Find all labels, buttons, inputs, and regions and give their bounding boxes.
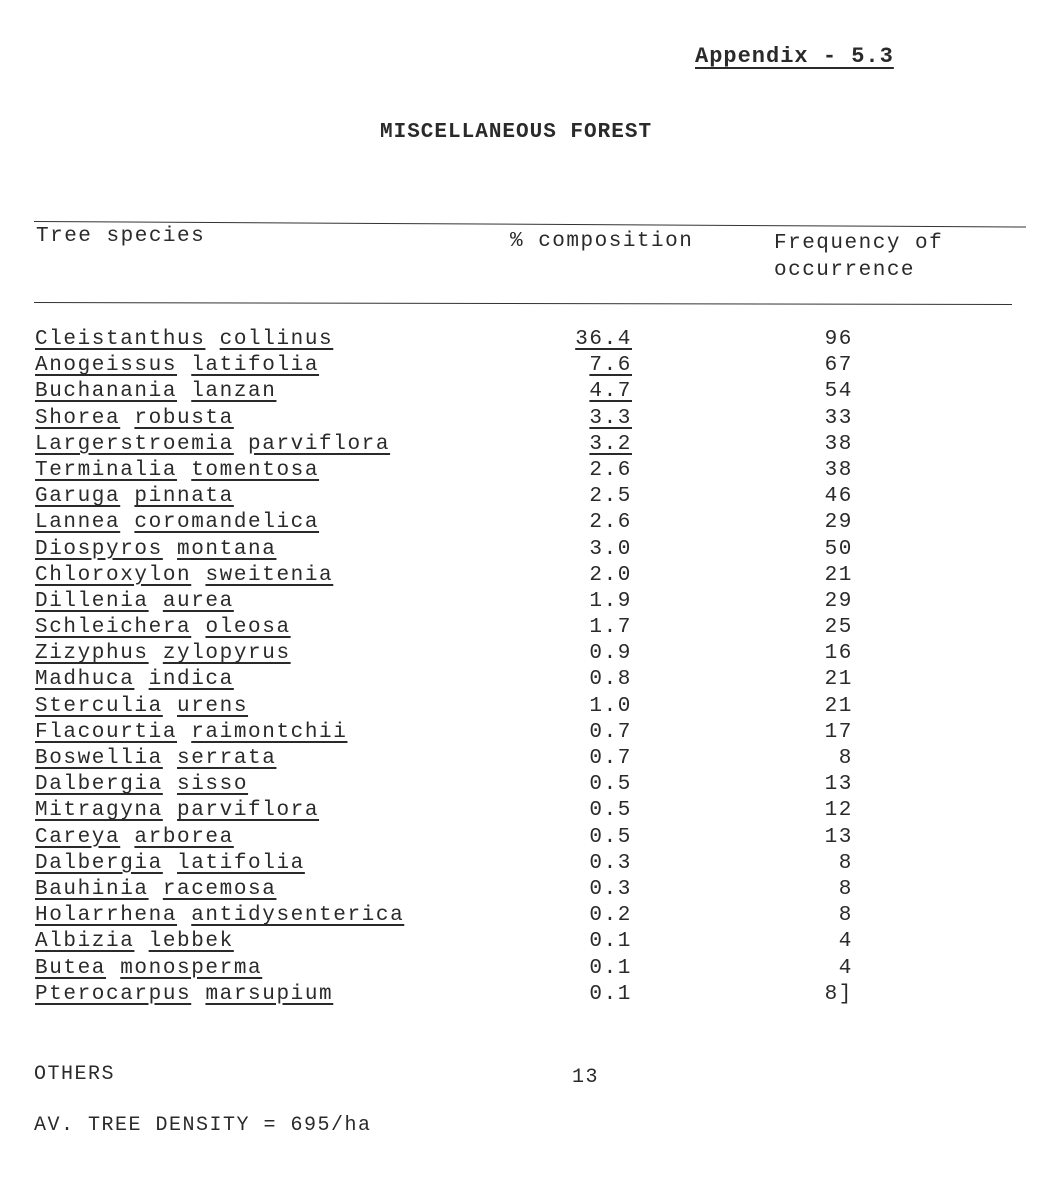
composition-value: 0.1 <box>589 982 632 1006</box>
frequency-value: 21 <box>824 563 853 587</box>
epithet: zylopyrus <box>162 642 291 666</box>
frequency-value: 12 <box>824 799 853 823</box>
species-name <box>35 983 333 1006</box>
column-header-species: Tree species <box>36 225 206 248</box>
table-row <box>0 459 1041 485</box>
composition-value: 3.2 <box>589 432 632 456</box>
species-name <box>35 799 319 822</box>
species-name <box>35 564 333 587</box>
genus: Albizia <box>35 930 135 954</box>
species-name <box>35 904 404 927</box>
composition-value: 3.0 <box>589 537 632 561</box>
composition-value: 0.9 <box>589 642 632 666</box>
composition-value: 4.7 <box>589 380 632 404</box>
genus: Cleistanthus <box>35 328 206 351</box>
frequency-value: 4 <box>838 930 853 954</box>
others-value: 13 <box>572 1066 600 1089</box>
genus: Boswellia <box>35 747 163 770</box>
species-name <box>35 380 276 403</box>
table-row <box>0 904 1041 930</box>
epithet: parviflora <box>177 799 320 823</box>
table-row <box>0 773 1041 799</box>
species-table <box>0 328 1041 1009</box>
species-name <box>35 826 234 849</box>
species-name <box>35 930 234 953</box>
frequency-value: 67 <box>824 354 853 378</box>
table-row <box>0 407 1041 433</box>
table-row <box>0 721 1041 747</box>
genus: Diospyros <box>35 537 163 561</box>
frequency-value: 8 <box>838 747 853 770</box>
species-name <box>35 407 234 430</box>
epithet: coromandelica <box>134 511 320 535</box>
table-row <box>0 668 1041 694</box>
epithet: robusta <box>134 406 234 430</box>
genus: Bauhinia <box>35 877 149 901</box>
epithet: pinnata <box>134 485 234 509</box>
table-row <box>0 328 1041 354</box>
epithet: antidysenterica <box>191 904 405 928</box>
species-name <box>35 433 390 456</box>
genus: Buchanania <box>35 380 178 404</box>
genus: Butea <box>35 956 107 980</box>
table-row <box>0 564 1041 590</box>
table-row <box>0 695 1041 721</box>
species-name <box>35 354 319 377</box>
genus: Madhuca <box>35 668 135 692</box>
composition-value: 1.7 <box>589 616 632 640</box>
composition-value: 0.8 <box>589 668 632 692</box>
epithet: aurea <box>162 589 234 613</box>
table-row <box>0 878 1041 904</box>
column-header-frequency-line2: occurrence <box>774 259 916 282</box>
species-name <box>35 538 276 561</box>
genus: Largerstroemia <box>35 432 234 456</box>
frequency-value: 54 <box>824 380 853 404</box>
genus: Chloroxylon <box>35 563 192 587</box>
table-row <box>0 799 1041 825</box>
genus: Dillenia <box>35 589 149 613</box>
epithet: lanzan <box>191 380 277 404</box>
frequency-value: 29 <box>824 511 853 535</box>
table-row <box>0 511 1041 537</box>
genus: Holarrhena <box>35 904 178 928</box>
epithet: sisso <box>177 773 249 797</box>
composition-value: 2.6 <box>589 458 632 482</box>
frequency-value: 16 <box>824 642 853 666</box>
composition-value: 36.4 <box>575 328 632 351</box>
composition-value: 0.5 <box>589 799 632 823</box>
genus: Flacourtia <box>35 720 178 744</box>
table-row <box>0 747 1041 773</box>
species-name <box>35 616 291 639</box>
frequency-value: 33 <box>824 406 853 430</box>
composition-value: 1.9 <box>589 589 632 613</box>
frequency-value: 29 <box>824 589 853 613</box>
composition-value: 2.5 <box>589 485 632 509</box>
species-name <box>35 485 234 508</box>
table-row <box>0 826 1041 852</box>
appendix-number: Appendix - 5.3 <box>695 44 894 69</box>
epithet: latifolia <box>177 851 305 875</box>
genus: Sterculia <box>35 694 163 718</box>
table-header-rule <box>34 302 1012 305</box>
genus: Zizyphus <box>35 642 149 666</box>
epithet: lebbek <box>148 930 234 954</box>
genus: Garuga <box>35 485 121 509</box>
composition-value: 0.5 <box>589 773 632 797</box>
composition-value: 0.7 <box>589 720 632 744</box>
genus: Shorea <box>35 406 121 430</box>
composition-value: 2.0 <box>589 563 632 587</box>
epithet: tomentosa <box>191 458 320 482</box>
species-name <box>35 328 333 351</box>
genus: Dalbergia <box>35 773 163 797</box>
frequency-value: 50 <box>824 537 853 561</box>
table-row <box>0 590 1041 616</box>
epithet: marsupium <box>205 982 334 1006</box>
composition-value: 0.3 <box>589 851 632 875</box>
table-row <box>0 983 1041 1009</box>
frequency-value: 13 <box>824 825 853 849</box>
species-name <box>35 459 319 482</box>
frequency-value: 38 <box>824 458 853 482</box>
composition-value: 2.6 <box>589 511 632 535</box>
table-row <box>0 354 1041 380</box>
composition-value: 7.6 <box>589 354 632 378</box>
table-row <box>0 433 1041 459</box>
genus: Terminalia <box>35 458 178 482</box>
epithet: raimontchii <box>191 720 348 744</box>
tree-density: AV. TREE DENSITY = 695/ha <box>34 1114 372 1137</box>
table-row <box>0 538 1041 564</box>
table-row <box>0 852 1041 878</box>
genus: Mitragyna <box>35 799 163 823</box>
epithet: sweitenia <box>205 563 334 587</box>
epithet: latifolia <box>191 354 320 378</box>
epithet: monosperma <box>120 956 263 980</box>
frequency-value: 8 <box>838 877 853 901</box>
frequency-value: 17 <box>824 720 853 744</box>
frequency-value: 96 <box>824 328 853 351</box>
table-row <box>0 642 1041 668</box>
genus: Schleichera <box>35 616 192 640</box>
composition-value: 0.7 <box>589 747 632 770</box>
species-name <box>35 852 305 875</box>
table-row <box>0 380 1041 406</box>
composition-value: 0.1 <box>589 956 632 980</box>
frequency-value: 38 <box>824 432 853 456</box>
column-header-composition: % composition <box>510 230 694 253</box>
frequency-value: 8 <box>838 904 853 928</box>
epithet: urens <box>177 694 249 718</box>
species-name <box>35 511 319 534</box>
frequency-value: 46 <box>824 485 853 509</box>
composition-value: 1.0 <box>589 694 632 718</box>
frequency-value: 25 <box>824 616 853 640</box>
genus: Anogeissus <box>35 354 178 378</box>
species-name <box>35 642 291 665</box>
epithet: oleosa <box>205 616 291 640</box>
species-name <box>35 957 262 980</box>
frequency-value: 21 <box>824 668 853 692</box>
column-header-frequency-line1: Frequency of <box>774 232 944 255</box>
column-header-frequency <box>774 230 1014 284</box>
species-name <box>35 695 248 718</box>
frequency-value: 8 <box>838 851 853 875</box>
epithet: serrata <box>177 747 277 770</box>
table-row <box>0 930 1041 956</box>
table-row <box>0 616 1041 642</box>
frequency-value: 13 <box>824 773 853 797</box>
epithet: collinus <box>219 328 334 351</box>
genus: Careya <box>35 825 121 849</box>
frequency-value: 4 <box>838 956 853 980</box>
species-name <box>35 747 276 770</box>
genus: Pterocarpus <box>35 982 192 1006</box>
frequency-value: 21 <box>824 694 853 718</box>
species-name <box>35 590 234 613</box>
species-name <box>35 668 234 691</box>
epithet: racemosa <box>162 877 277 901</box>
species-name <box>35 721 347 744</box>
frequency-value: 8] <box>824 982 853 1006</box>
epithet: montana <box>177 537 277 561</box>
epithet: indica <box>148 668 234 692</box>
species-name <box>35 773 248 796</box>
composition-value: 0.2 <box>589 904 632 928</box>
genus: Lannea <box>35 511 121 535</box>
composition-value: 0.5 <box>589 825 632 849</box>
table-row <box>0 957 1041 983</box>
genus: Dalbergia <box>35 851 163 875</box>
composition-value: 3.3 <box>589 406 632 430</box>
epithet: parviflora <box>248 432 391 456</box>
page-title: MISCELLANEOUS FOREST <box>380 121 653 144</box>
composition-value: 0.1 <box>589 930 632 954</box>
others-label: OTHERS <box>34 1063 116 1086</box>
table-row <box>0 485 1041 511</box>
composition-value: 0.3 <box>589 877 632 901</box>
species-name <box>35 878 276 901</box>
epithet: arborea <box>134 825 234 849</box>
